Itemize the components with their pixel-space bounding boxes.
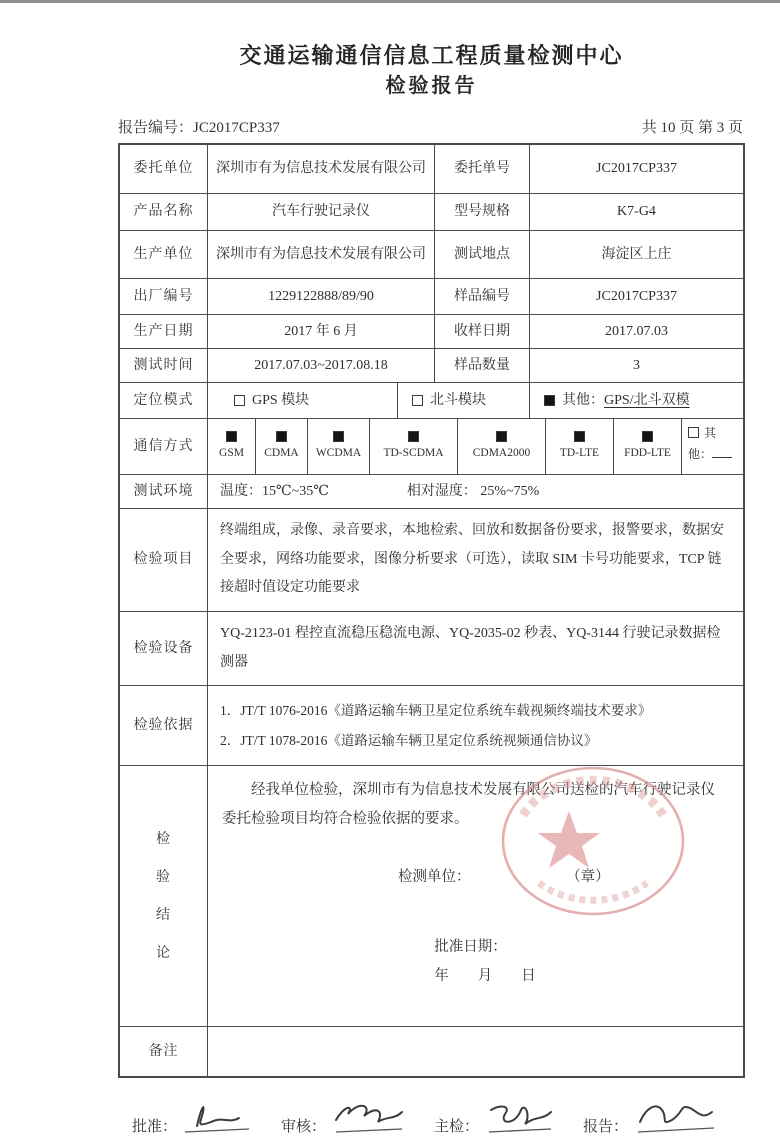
conclusion-content <box>207 766 743 1026</box>
comm-option-other <box>681 419 743 474</box>
inspection-items-row <box>120 508 743 611</box>
row-value: 深圳市有为信息技术发展有限公司 <box>207 231 434 278</box>
basis-line: 2．JT/T 1078-2016《道路运输车辆卫星定位系统视频通信协议》 <box>220 732 598 748</box>
test-unit-label: 检测单位： <box>398 868 471 885</box>
report-page <box>118 40 745 1136</box>
row-value-2: 海淀区上庄 <box>529 231 743 278</box>
row-value-2: JC2017CP337 <box>529 279 743 314</box>
communication-row <box>120 418 743 474</box>
option-label: TD-SCDMA <box>383 446 444 459</box>
approval-date-blank: 年 月 日 <box>434 967 536 984</box>
checkbox-checked-icon <box>574 431 585 442</box>
option-label: GPS 模块 <box>252 392 310 408</box>
scan-edge-line <box>0 0 780 3</box>
document-title <box>118 40 745 100</box>
row-label-2: 样品数量 <box>434 349 529 382</box>
row-value-2: K7-G4 <box>529 194 743 230</box>
conclusion-row <box>120 765 743 1026</box>
row-label: 测试时间 <box>133 357 194 373</box>
checkbox-unchecked-icon <box>234 395 245 406</box>
row-label-2: 收样日期 <box>434 315 529 348</box>
humidity-value: 相对湿度： 25%~75% <box>406 483 540 499</box>
option-label: CDMA2000 <box>472 446 531 459</box>
checkbox-unchecked-icon <box>688 427 699 438</box>
comm-option-td-lte <box>545 419 613 474</box>
row-value-2: JC2017CP337 <box>529 145 743 193</box>
report-number <box>118 116 280 137</box>
positioning-option-beidou <box>397 383 529 418</box>
positioning-mode-row <box>120 382 743 418</box>
option-label: WCDMA <box>315 446 362 459</box>
report-meta <box>118 116 743 137</box>
approval-date-line <box>398 905 729 1018</box>
row-value: 2017.07.03~2017.08.18 <box>207 349 434 382</box>
signature-reporter <box>583 1098 718 1136</box>
blank-line <box>712 446 732 458</box>
checkbox-checked-icon <box>333 431 344 442</box>
basis-line: 1．JT/T 1076-2016《道路运输车辆卫星定位系统车载视频终端技术要求》 <box>220 703 652 719</box>
row-label: 产品名称 <box>133 204 194 220</box>
handwritten-signature-icon <box>183 1098 255 1136</box>
comm-option-cdma <box>255 419 307 474</box>
test-unit-line <box>398 863 729 891</box>
environment-values <box>207 475 743 508</box>
temperature-value: 温度：15℃~35℃ <box>220 483 329 499</box>
row-label-2: 型号规格 <box>434 194 529 230</box>
comm-option-wcdma <box>307 419 369 474</box>
signature-approve <box>132 1098 255 1136</box>
option-label: 其他： <box>562 392 604 408</box>
option-label: 北斗模块 <box>430 392 486 408</box>
table-row <box>120 230 743 278</box>
row-value: 深圳市有为信息技术发展有限公司 <box>207 145 434 193</box>
table-row <box>120 314 743 348</box>
remarks-value <box>207 1027 743 1076</box>
conclusion-label-char: 结 <box>156 907 171 923</box>
equipment-text: YQ-2123-01 程控直流稳压稳流电源、YQ-2035-02 秒表、YQ-3144 行驶记录数据检测器 <box>207 612 743 685</box>
row-label: 测试环境 <box>133 483 194 499</box>
row-value: 2017 年 6 月 <box>207 315 434 348</box>
basis-row <box>120 685 743 765</box>
comm-option-cdma2000 <box>457 419 545 474</box>
signature-line <box>132 1098 745 1136</box>
row-value: 1229122888/89/90 <box>207 279 434 314</box>
option-label: 其他： <box>688 425 717 462</box>
option-label: CDMA <box>264 446 299 459</box>
report-number-label: 报告编号： <box>118 119 194 136</box>
conclusion-label <box>120 766 207 1026</box>
handwritten-signature-icon <box>485 1098 557 1136</box>
equipment-row <box>120 611 743 685</box>
positioning-option-gps <box>207 383 397 418</box>
report-number-value: JC2017CP337 <box>193 119 280 136</box>
checkbox-checked-icon <box>408 431 419 442</box>
checkbox-checked-icon <box>226 431 237 442</box>
row-value-2: 2017.07.03 <box>529 315 743 348</box>
option-label: TD-LTE <box>559 446 600 459</box>
row-label: 备注 <box>148 1044 179 1060</box>
checkbox-checked-icon <box>496 431 507 442</box>
conclusion-label-char: 检 <box>156 831 171 847</box>
handwritten-signature-icon <box>634 1098 718 1136</box>
row-label: 定位模式 <box>133 392 194 408</box>
row-label-2: 测试地点 <box>434 231 529 278</box>
conclusion-label-char: 验 <box>156 869 171 885</box>
title-line-2: 检验报告 <box>385 74 478 97</box>
conclusion-label-char: 论 <box>156 945 171 961</box>
signature-chief-inspector <box>434 1098 557 1136</box>
checkbox-unchecked-icon <box>412 395 423 406</box>
option-other-value: GPS/北斗双模 <box>604 392 690 408</box>
row-label: 出厂编号 <box>133 288 194 304</box>
comm-option-gsm <box>207 419 255 474</box>
handwritten-signature-icon <box>332 1098 408 1136</box>
table-row <box>120 193 743 230</box>
title-line-1: 交通运输通信信息工程质量检测中心 <box>239 43 624 68</box>
signature-review <box>281 1098 408 1136</box>
row-value-2: 3 <box>529 349 743 382</box>
positioning-option-other <box>529 383 743 418</box>
row-label: 生产日期 <box>133 323 194 339</box>
checkbox-checked-icon <box>276 431 287 442</box>
signature-label: 主检： <box>434 1119 480 1136</box>
seal-placeholder-label: （章） <box>566 868 610 885</box>
checkbox-checked-icon <box>544 395 555 406</box>
row-label: 检验设备 <box>133 641 194 657</box>
option-label: FDD-LTE <box>624 446 671 459</box>
remarks-row <box>120 1026 743 1076</box>
comm-option-fdd-lte <box>613 419 681 474</box>
signature-label: 审核： <box>281 1119 327 1136</box>
environment-row <box>120 474 743 508</box>
checkbox-checked-icon <box>642 431 653 442</box>
row-label: 通信方式 <box>133 438 194 454</box>
row-label: 检验依据 <box>133 718 194 734</box>
signature-label: 报告： <box>583 1119 629 1136</box>
conclusion-text: 经我单位检验，深圳市有为信息技术发展有限公司送检的汽车行驶记录仪委托检验项目均符合检验依据的要求。 <box>222 782 715 827</box>
report-table <box>118 143 745 1078</box>
table-row <box>120 278 743 314</box>
row-label: 检验项目 <box>133 552 194 568</box>
signature-label: 批准： <box>132 1119 178 1136</box>
basis-lines <box>207 686 743 765</box>
row-value: 汽车行驶记录仪 <box>207 194 434 230</box>
inspection-items-text: 终端组成，录像、录音要求，本地检索、回放和数据备份要求，报警要求，数据安全要求，网络功能要求，图像分析要求（可选），读取 SIM 卡号功能要求，TCP 链接超时值设定功能要求 <box>207 509 743 611</box>
option-label: GSM <box>219 446 244 459</box>
row-label: 委托单位 <box>133 161 194 177</box>
row-label: 生产单位 <box>133 246 194 262</box>
table-row <box>120 145 743 193</box>
row-label-2: 委托单号 <box>434 145 529 193</box>
row-label-2: 样品编号 <box>434 279 529 314</box>
page-count: 共 10 页 第 3 页 <box>641 119 743 136</box>
approval-date-label: 批准日期： <box>434 939 507 956</box>
comm-option-td-scdma <box>369 419 457 474</box>
table-row <box>120 348 743 382</box>
